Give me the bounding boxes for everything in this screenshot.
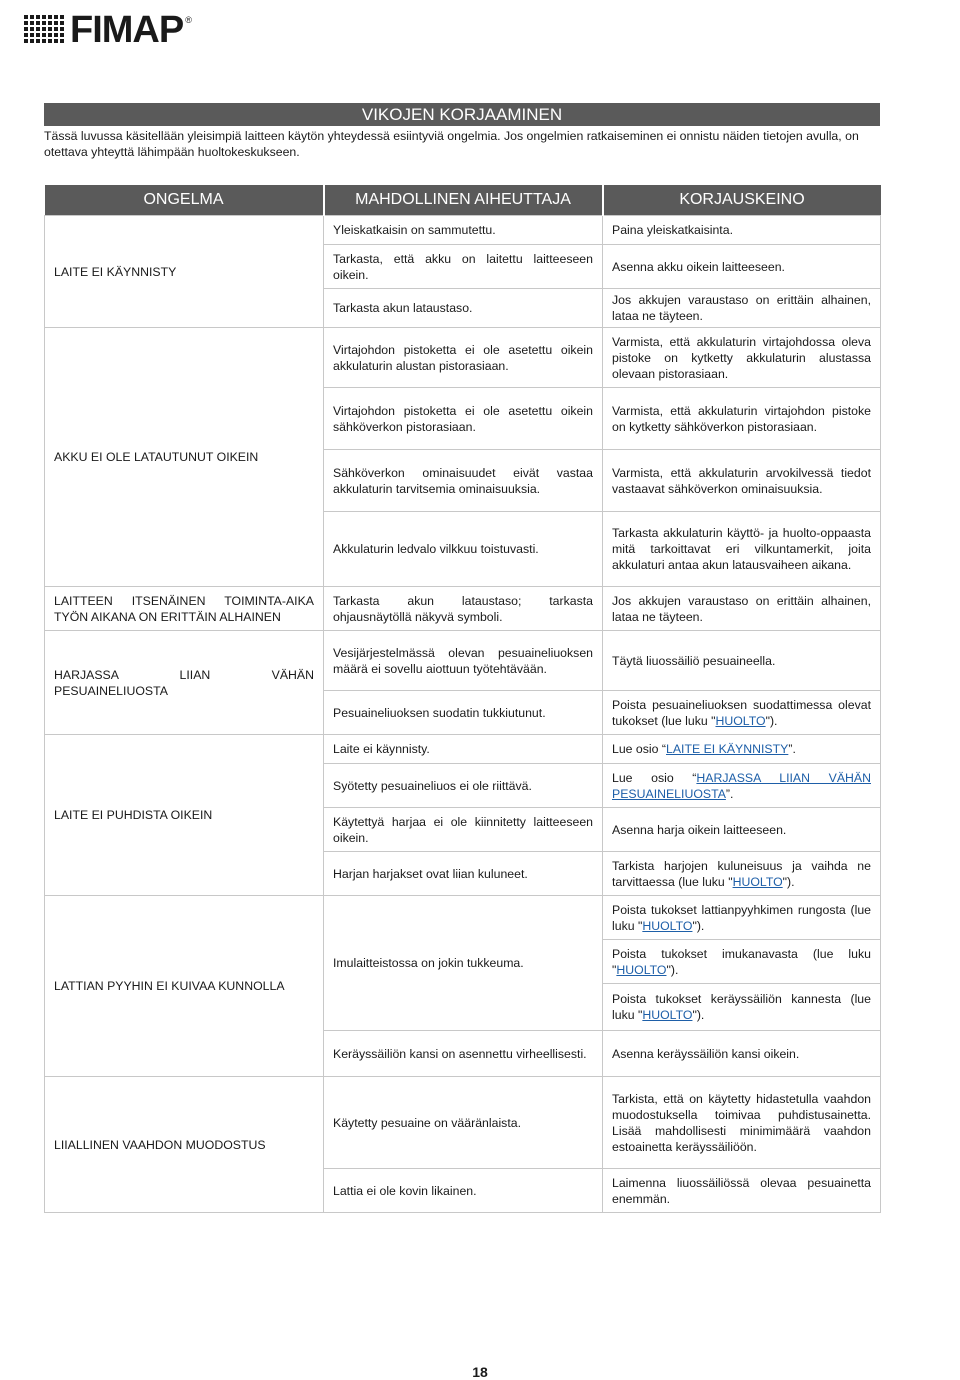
header-cause: MAHDOLLINEN AIHEUTTAJA — [324, 185, 603, 216]
section-reference-link[interactable]: HARJASSA LIIAN VÄHÄN PESUAINELIUOSTA — [612, 770, 871, 801]
remedy-text: "). — [666, 962, 679, 977]
problem-cell: AKKU EI OLE LATAUTUNUT OIKEIN — [45, 328, 324, 587]
remedy-cell: Täytä liuossäiliö pesuaineella. — [603, 631, 881, 691]
cause-cell: Akkulaturin ledvalo vilkkuu toistuvasti. — [324, 512, 603, 587]
cause-cell: Käytettyä harjaa ei ole kiinnitetty laitteeseen oikein. — [324, 808, 603, 852]
cause-cell: Vesijärjestelmässä olevan pesuaineliuoksen määrä ei sovellu aiottuun työtehtävään. — [324, 631, 603, 691]
fimap-dot-grid-icon — [24, 15, 66, 45]
section-reference-link[interactable]: HUOLTO — [642, 1008, 693, 1022]
section-reference-link[interactable]: HUOLTO — [732, 874, 783, 889]
troubleshooting-table — [44, 185, 881, 1213]
problem-cell: LATTIAN PYYHIN EI KUIVAA KUNNOLLA — [45, 896, 324, 1077]
cause-cell: Laite ei käynnisty. — [324, 735, 603, 764]
cause-cell: Pesuaineliuoksen suodatin tukkiutunut. — [324, 691, 603, 735]
cause-cell: Imulaitteistossa on jokin tukkeuma. — [324, 896, 603, 1031]
section-reference-link[interactable]: HUOLTO — [715, 713, 766, 728]
remedy-cell — [603, 691, 881, 735]
remedy-cell: Paina yleiskatkaisinta. — [603, 216, 881, 245]
cause-cell: Virtajohdon pistoketta ei ole asetettu oikein akkulaturin alustan pistorasiaan. — [324, 328, 603, 388]
problem-cell: LAITTEEN ITSENÄINEN TOIMINTA-AIKA TYÖN AIKANA ON ERITTÄIN ALHAINEN — [45, 587, 324, 631]
remedy-cell — [603, 940, 881, 984]
remedy-text: "). — [765, 713, 778, 728]
remedy-cell: Asenna harja oikein laitteeseen. — [603, 808, 881, 852]
cause-cell: Tarkasta, että akku on laitettu laitteeseen oikein. — [324, 245, 603, 289]
remedy-cell — [603, 764, 881, 808]
remedy-text: Poista pesuaineliuoksen suodattimessa olevat tukokset (lue luku " — [612, 697, 871, 728]
cause-cell: Keräyssäiliön kansi on asennettu virheellisesti. — [324, 1031, 603, 1077]
problem-cell: LAITE EI PUHDISTA OIKEIN — [45, 735, 324, 896]
cause-cell: Lattia ei ole kovin likainen. — [324, 1169, 603, 1213]
problem-cell: LAITE EI KÄYNNISTY — [45, 216, 324, 328]
remedy-text: "). — [692, 1008, 705, 1022]
cause-cell: Yleiskatkaisin on sammutettu. — [324, 216, 603, 245]
section-reference-link[interactable]: HUOLTO — [616, 962, 667, 977]
cause-cell: Tarkasta akun lataustaso; tarkasta ohjausnäytöllä näkyvä symboli. — [324, 587, 603, 631]
remedy-text: Lue osio “ — [612, 742, 667, 756]
remedy-cell: Varmista, että akkulaturin virtajohdon pistoke on kytketty sähköverkon pistorasiaan. — [603, 388, 881, 450]
remedy-text: Poista tukokset imukanavasta (lue luku " — [612, 946, 871, 977]
cause-cell: Harjan harjakset ovat liian kuluneet. — [324, 852, 603, 896]
brand-reg-mark: ® — [185, 15, 192, 25]
cause-cell: Sähköverkon ominaisuudet eivät vastaa akkulaturin tarvitsemia ominaisuuksia. — [324, 450, 603, 512]
remedy-text: "). — [782, 874, 795, 889]
brand-name: FIMAP — [70, 9, 184, 51]
cause-cell: Tarkasta akun lataustaso. — [324, 289, 603, 328]
table-row — [45, 587, 881, 631]
problem-cell: HARJASSA LIIAN VÄHÄN PESUAINELIUOSTA — [45, 631, 324, 735]
cause-cell: Virtajohdon pistoketta ei ole asetettu oikein sähköverkon pistorasiaan. — [324, 388, 603, 450]
cause-cell: Syötetty pesuaineliuos ei ole riittävä. — [324, 764, 603, 808]
remedy-cell — [603, 984, 881, 1031]
remedy-cell: Varmista, että akkulaturin arvokilvessä tiedot vastaavat sähköverkon ominaisuuksia. — [603, 450, 881, 512]
remedy-cell: Varmista, että akkulaturin virtajohdossa oleva pistoke on kytketty akkulaturin alustassa olevaan pistorasiaan. — [603, 328, 881, 388]
remedy-text: "). — [692, 918, 705, 933]
table-row — [45, 216, 881, 245]
table-row — [45, 328, 881, 388]
remedy-text: ”. — [725, 786, 734, 801]
remedy-text: Poista tukokset lattianpyyhkimen rungosta (lue luku " — [612, 902, 871, 933]
remedy-cell: Jos akkujen varaustaso on erittäin alhainen, lataa ne täyteen. — [603, 289, 881, 328]
cause-cell: Käytetty pesuaine on vääränlaista. — [324, 1077, 603, 1169]
remedy-cell: Laimenna liuossäiliössä olevaa pesuainetta enemmän. — [603, 1169, 881, 1213]
remedy-cell — [603, 735, 881, 764]
page-number: 18 — [472, 1364, 488, 1380]
header-remedy: KORJAUSKEINO — [603, 185, 881, 216]
remedy-text: Lue osio “ — [612, 770, 697, 785]
table-row — [45, 631, 881, 691]
remedy-cell: Jos akkujen varaustaso on erittäin alhainen, lataa ne täyteen. — [603, 587, 881, 631]
table-row — [45, 1077, 881, 1169]
remedy-text: ”. — [788, 742, 796, 756]
remedy-cell: Tarkista, että on käytetty hidastetulla vaahdon muodostuksella toimivaa puhdistusainetta. Lisää mahdollisesti minimimäärä vaahdon estoainetta keräyssäiliöön. — [603, 1077, 881, 1169]
remedy-cell — [603, 896, 881, 940]
table-row — [45, 735, 881, 764]
remedy-cell: Asenna akku oikein laitteeseen. — [603, 245, 881, 289]
problem-cell: LIIALLINEN VAAHDON MUODOSTUS — [45, 1077, 324, 1213]
table-row — [45, 896, 881, 940]
intro-text: Tässä luvussa käsitellään yleisimpiä laitteen käytön yhteydessä esiintyviä ongelmia. Jos ongelmien ratkaiseminen ei onnistu näiden tietojen avulla, on otettava yhteyttä lähimpään huoltokeskukseen. — [44, 129, 859, 159]
table-header-row — [45, 185, 881, 216]
remedy-cell: Asenna keräyssäiliön kansi oikein. — [603, 1031, 881, 1077]
section-reference-link[interactable]: LAITE EI KÄYNNISTY — [666, 742, 789, 756]
section-reference-link[interactable]: HUOLTO — [642, 918, 693, 933]
remedy-text: Poista tukokset keräyssäiliön kannesta (lue luku " — [612, 992, 871, 1022]
remedy-cell — [603, 852, 881, 896]
remedy-text: Tarkista harjojen kuluneisuus ja vaihda ne tarvittaessa (lue luku " — [612, 858, 871, 889]
header-problem: ONGELMA — [45, 185, 324, 216]
remedy-cell: Tarkasta akkulaturin käyttö- ja huolto-oppaasta mitä tarkoittavat eri vilkuntamerkit, joita akkulaturi antaa akun latausvaiheen aikana. — [603, 512, 881, 587]
fimap-logo — [24, 9, 192, 51]
section-title: VIKOJEN KORJAAMINEN — [44, 103, 880, 126]
